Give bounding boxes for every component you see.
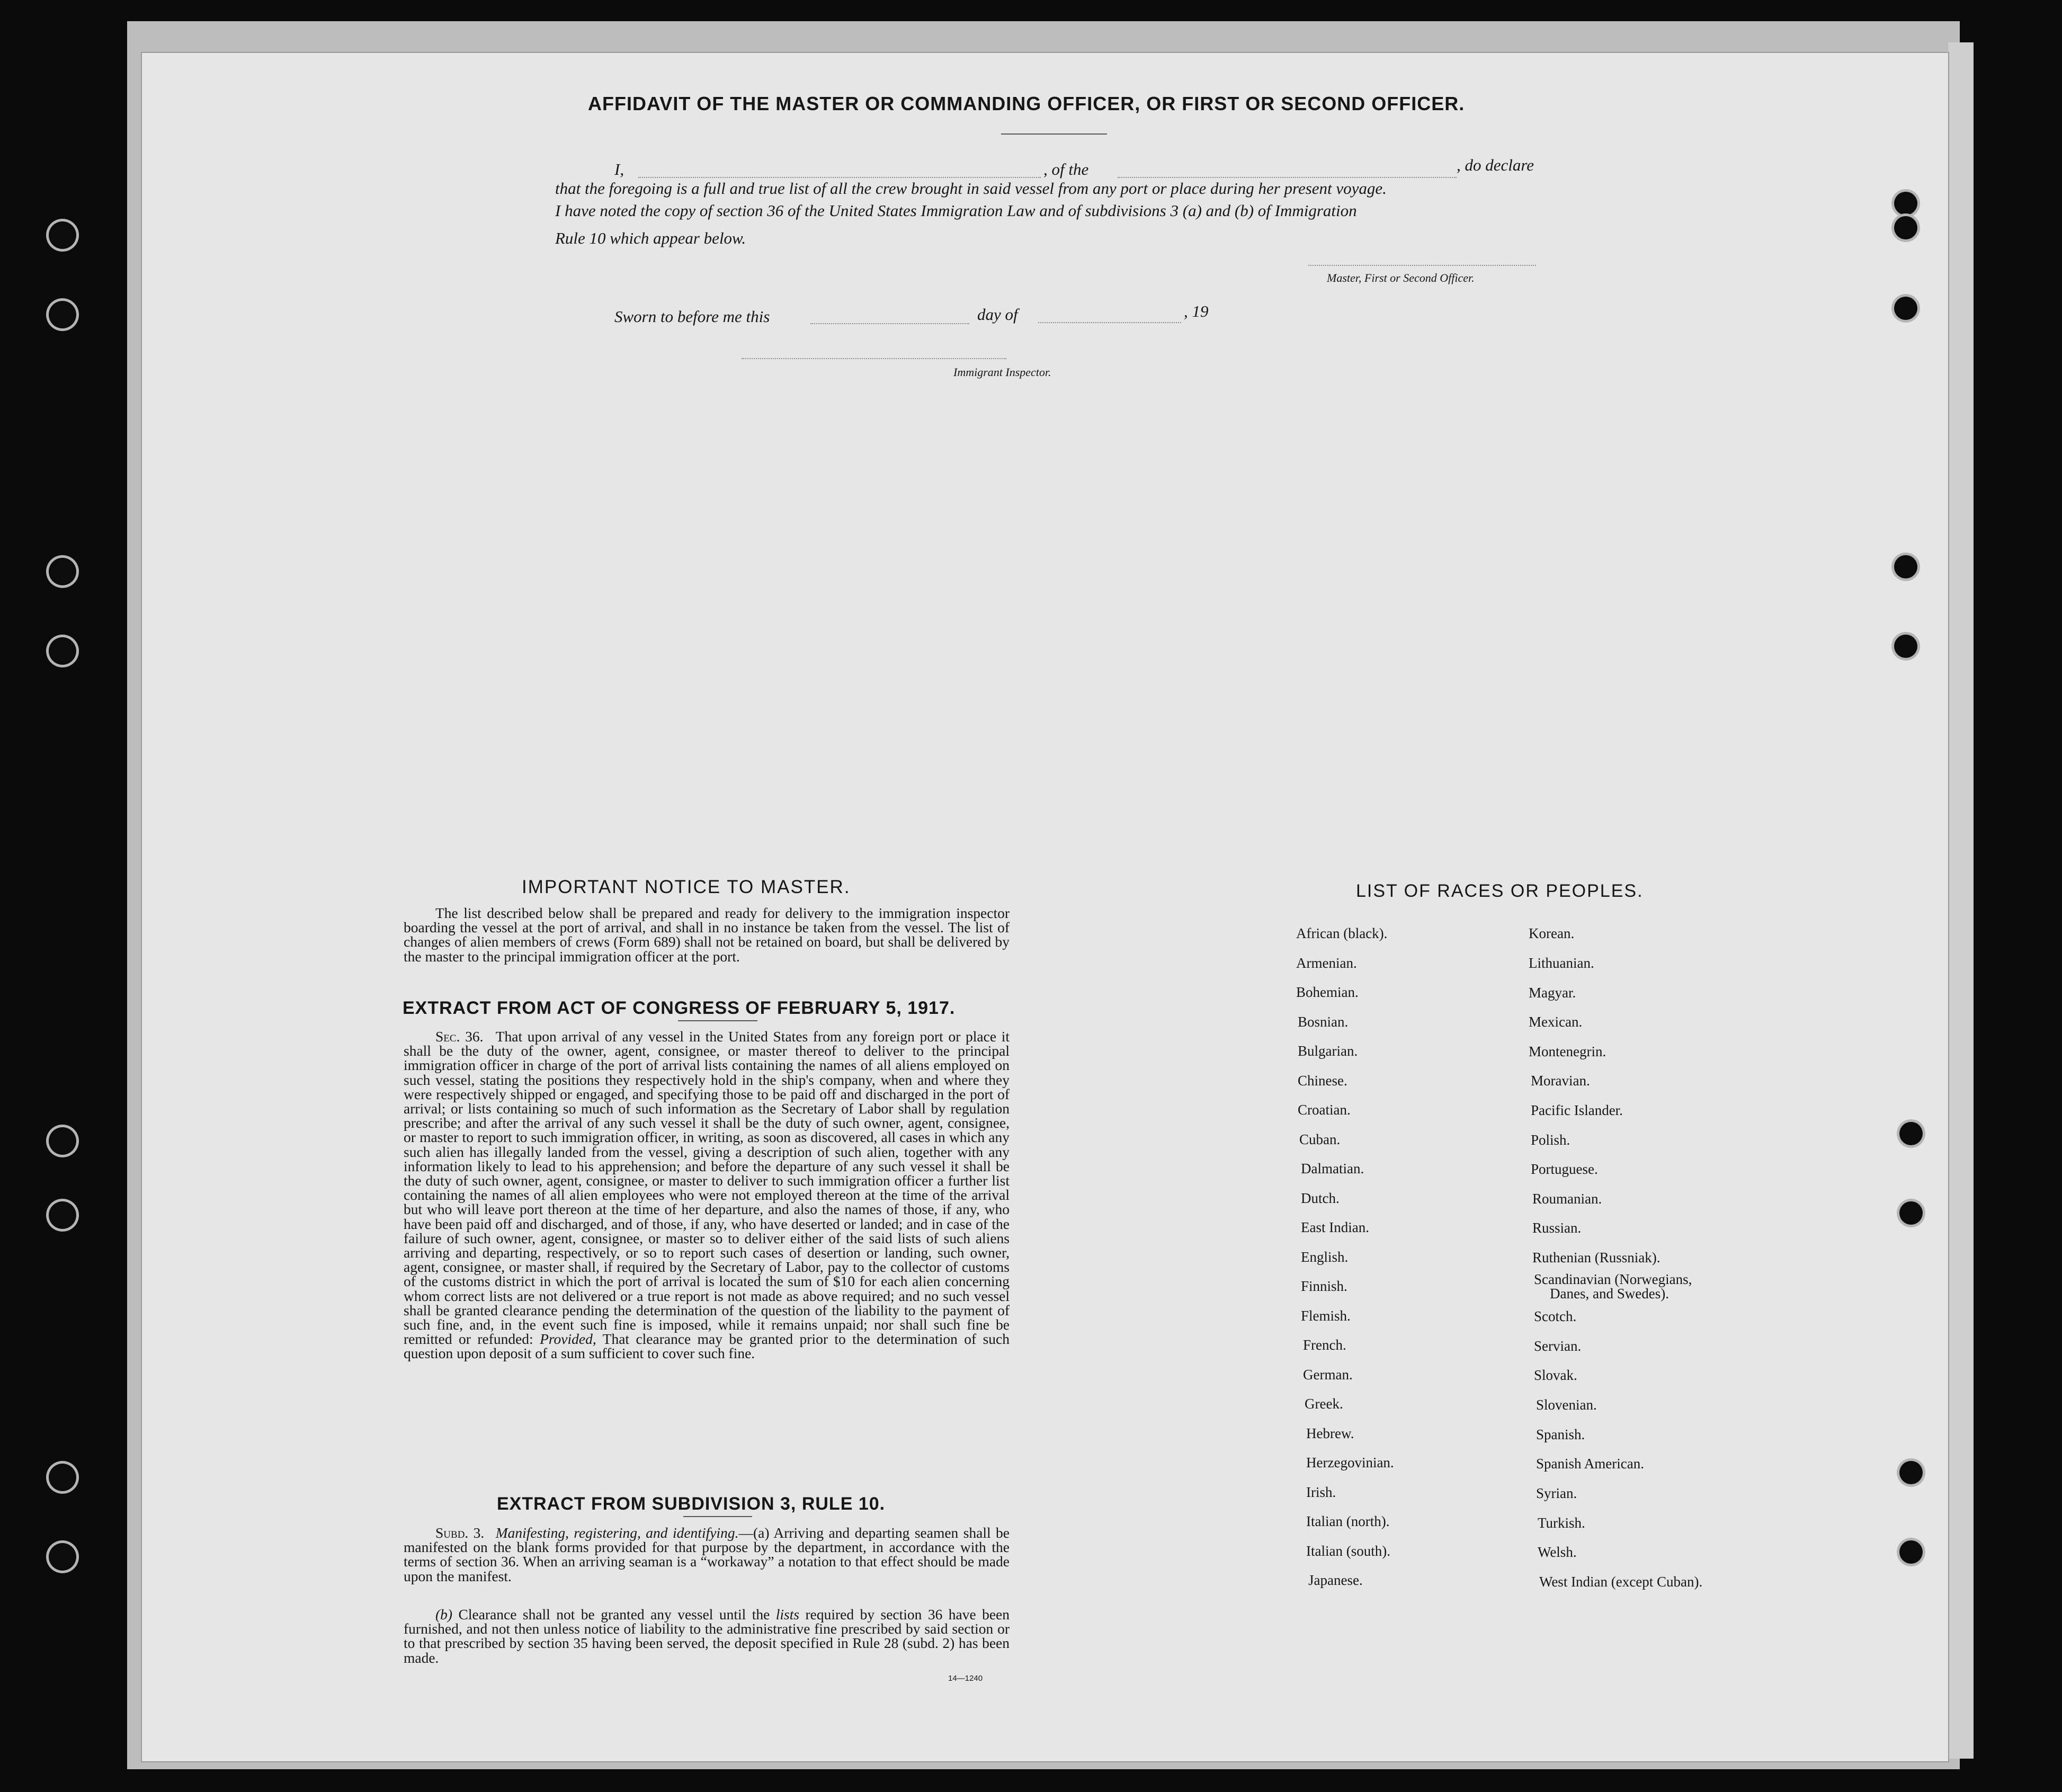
master-signature-blank[interactable] (1308, 265, 1536, 266)
race-item: Italian (north). (1306, 1513, 1390, 1529)
race-item: Russian. (1532, 1220, 1582, 1236)
subd-label: Subd. 3. (435, 1524, 485, 1541)
race-item: Armenian. (1296, 955, 1357, 971)
notice-paragraph: The list described below shall be prepared and ready for delivery to the immigration inspector boarding the vessel at the port of arrival, and shall in no instance be taken from the vessel. The list of changes of alien members of crews (Form 689) shall not be retained on board, but shall be delivered by the master to the principal immigration officer at the port. (404, 905, 1010, 965)
punch-hole-icon (1894, 555, 1917, 578)
race-item: Herzegovinian. (1306, 1455, 1394, 1470)
affidavit-of-the: , of the (1043, 160, 1089, 179)
race-item: Spanish. (1536, 1427, 1585, 1442)
punch-hole-icon (49, 301, 76, 328)
race-item: Dalmatian. (1301, 1161, 1364, 1176)
race-item: German. (1303, 1366, 1353, 1383)
punch-hole-icon (49, 1464, 76, 1491)
race-item: Servian. (1534, 1338, 1582, 1354)
punch-hole-icon (1894, 216, 1917, 239)
race-item: East Indian. (1301, 1219, 1369, 1235)
race-item: Polish. (1531, 1132, 1570, 1148)
title-rule (1001, 133, 1107, 135)
sworn-text: Sworn to before me this (614, 307, 770, 326)
clause-b-text (404, 1607, 1010, 1665)
clause-b-label: (b) (435, 1606, 453, 1622)
clause-b-lists: lists (775, 1606, 800, 1622)
sworn-month-blank[interactable] (1038, 322, 1181, 323)
race-item: Lithuanian. (1529, 955, 1594, 971)
underlying-page-edge (1948, 42, 1974, 1759)
race-item: Korean. (1529, 925, 1575, 941)
race-item: English. (1301, 1249, 1349, 1265)
race-item: West Indian (except Cuban). (1539, 1574, 1703, 1590)
inspector-caption: Immigrant Inspector. (953, 365, 1051, 379)
year-text: , 19 (1184, 302, 1209, 320)
inspector-signature-blank[interactable] (742, 358, 1006, 359)
vessel-blank[interactable] (1118, 177, 1457, 178)
act-title-rule (678, 1020, 757, 1021)
race-item: Croatian. (1298, 1102, 1351, 1118)
punch-hole-icon (1894, 635, 1917, 658)
notice-title: IMPORTANT NOTICE TO MASTER. (522, 877, 851, 897)
punch-hole-icon (49, 1543, 76, 1571)
race-item: Moravian. (1531, 1073, 1590, 1089)
race-item: Bosnian. (1298, 1013, 1349, 1030)
rule-title-rule (683, 1516, 752, 1517)
race-item: Montenegrin. (1529, 1044, 1606, 1059)
race-item: Irish. (1306, 1484, 1336, 1500)
affidavit-i: I, (614, 160, 624, 179)
punch-hole-icon (1899, 1201, 1923, 1225)
affidavit-declare: , do declare (1457, 156, 1534, 174)
punch-hole-icon (49, 221, 76, 249)
race-item: Mexican. (1529, 1014, 1583, 1030)
race-item: Japanese. (1308, 1572, 1363, 1588)
punch-hole-icon (1894, 297, 1917, 320)
race-item: Cuban. (1299, 1131, 1341, 1147)
clause-a-label: —(a) (738, 1524, 770, 1541)
race-item: Turkish. (1538, 1515, 1585, 1531)
race-item: Scandinavian (Norwegians, (1534, 1271, 1692, 1287)
race-item: African (black). (1296, 925, 1388, 941)
races-title: LIST OF RACES OR PEOPLES. (1356, 881, 1644, 901)
subdivision-3-text (404, 1526, 1010, 1583)
section-36-text (404, 1029, 1010, 1361)
day-of-text: day of (977, 305, 1018, 324)
sec-label: Sec. 36. (435, 1028, 484, 1045)
punch-hole-icon (1899, 1540, 1923, 1564)
form-number: 14—1240 (948, 1674, 983, 1683)
race-item: Bohemian. (1296, 984, 1359, 1000)
punch-hole-icon (49, 1201, 76, 1229)
race-item: French. (1303, 1337, 1346, 1353)
race-item: Bulgarian. (1298, 1043, 1358, 1059)
race-item: Flemish. (1301, 1307, 1351, 1324)
punch-hole-icon (49, 637, 76, 665)
race-item: Italian (south). (1306, 1543, 1390, 1559)
sec-36-body-end: That clearance may be granted prior to the determination of such question upon deposit of a sum sufficient to cover such fine. (404, 1331, 1010, 1362)
punch-hole-icon (49, 1127, 76, 1155)
race-item: Chinese. (1298, 1072, 1347, 1089)
race-item: Syrian. (1536, 1485, 1577, 1501)
affidavit-title: AFFIDAVIT OF THE MASTER OR COMMANDING OFFICER, OR FIRST OR SECOND OFFICER. (588, 93, 1465, 114)
race-item: Dutch. (1301, 1190, 1340, 1206)
punch-hole-icon (49, 558, 76, 585)
race-item: Greek. (1305, 1396, 1343, 1412)
race-item: Roumanian. (1532, 1191, 1602, 1207)
punch-hole-icon (1894, 192, 1917, 215)
race-item: Ruthenian (Russniak). (1532, 1250, 1661, 1265)
race-item: Danes, and Swedes). (1550, 1286, 1669, 1301)
sec-36-body: That upon arrival of any vessel in the United States from any foreign port or place it shall be the duty of the owner, agent, consignee, or master thereof to deliver to the principal immigration officer in charge of the port of arrival lists containing the names of all aliens employed on such vessel, stating the positions they respectively hold in the ship's company, when and where they were respectively shipped or engaged, and specifying those to be paid off and discharged in the port of arrival; or lists containing so much of such information as the Secretary of Labor shall by regulation prescribe; and after the arrival of any such vessel it shall be the duty of such owner, agent, consignee, or master to report to such immigration officer, in writing, as soon as discovered, all cases in which any such alien has illegally landed from the vessel, giving a description of such alien, together with any information likely to lead to his apprehension; and before the departure of any such vessel it shall be the duty of such owner, agent, consignee, or master to deliver to such immigration officer a further list containing the names of all alien employees who were not employed thereon at the time of the arrival but who will leave port thereon at the time of her departure, and also the names of those, if any, who have been paid off and discharged, and of those, if any, who have deserted or landed; and in case of the failure of such owner, agent, consignee, or master so to deliver either of the said lists of such aliens arriving and departing, respectively, or so to report such cases of desertion or landing, such owner, agent, consignee, or master shall, if required by the Secretary of Labor, pay to the collector of customs of the customs district in which the port of arrival is located the sum of $10 for each alien concerning whom correct lists are not delivered or a true report is not made as above required; and no such vessel shall be granted clearance pending the determination of the question of the liability to the payment of such fine, and, in the event such fine is imposed, while it remains unpaid; nor shall such fine be remitted or refunded: (404, 1028, 1010, 1348)
race-item: Scotch. (1534, 1308, 1577, 1324)
clause-b-text-2: required by section 36 have been furnished, and not then unless notice of liability to the administrative fine prescribed by said section or to that prescribed by section 35 having been served, the deposit specified in Rule 28 (subd. 2) has been made. (404, 1606, 1010, 1666)
race-item: Pacific Islander. (1531, 1102, 1623, 1118)
race-item: Welsh. (1538, 1544, 1577, 1560)
provided-word: Provided, (540, 1331, 596, 1348)
extract-rule-title: EXTRACT FROM SUBDIVISION 3, RULE 10. (497, 1494, 886, 1514)
race-item: Finnish. (1301, 1278, 1347, 1294)
subd-heading: Manifesting, registering, and identifying. (495, 1524, 739, 1541)
name-blank[interactable] (638, 177, 1041, 178)
race-item: Hebrew. (1306, 1425, 1354, 1441)
sworn-day-blank[interactable] (810, 323, 969, 324)
race-item: Slovak. (1534, 1367, 1577, 1383)
clause-b-text-1: Clearance shall not be granted any vessel until the (458, 1606, 770, 1622)
punch-hole-icon (1899, 1122, 1923, 1145)
clause-a-text: Arriving and departing seamen shall be manifested on the blank forms provided for that purpose by the department, in accordance with the terms of section 36. When an arriving seaman is a “workaway” a notation to that effect should be made upon the manifest. (404, 1524, 1010, 1584)
affidavit-line4: Rule 10 which appear below. (555, 229, 746, 247)
extract-act-title: EXTRACT FROM ACT OF CONGRESS OF FEBRUARY 5, 1917. (403, 998, 956, 1018)
race-item: Magyar. (1529, 985, 1576, 1001)
race-item: Slovenian. (1536, 1397, 1597, 1413)
affidavit-line2: that the foregoing is a full and true list of all the crew brought in said vessel from any port or place during her present voyage. (555, 179, 1387, 198)
master-caption: Master, First or Second Officer. (1327, 271, 1475, 284)
affidavit-line3: I have noted the copy of section 36 of the United States Immigration Law and of subdivisions 3 (a) and (b) of Immigration (555, 201, 1357, 220)
race-item: Spanish American. (1536, 1456, 1644, 1472)
race-item: Portuguese. (1531, 1161, 1598, 1177)
punch-hole-icon (1899, 1461, 1923, 1484)
